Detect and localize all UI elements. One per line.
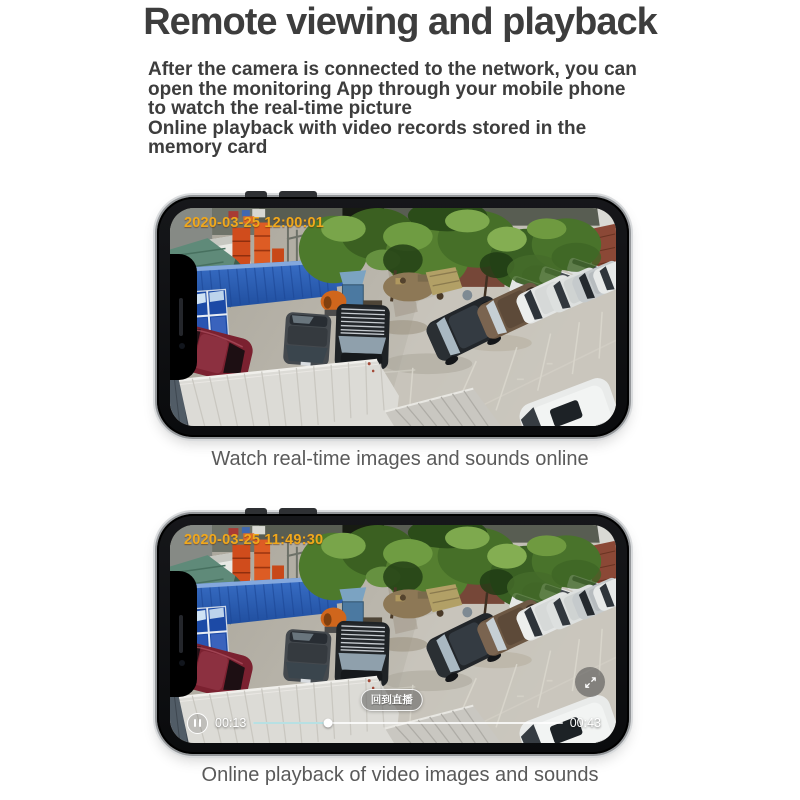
speaker-slot [179,298,183,336]
front-camera [179,343,185,349]
playback-controls [187,711,601,735]
camera-feed [170,208,616,426]
back-to-live-button[interactable]: 回到直播 [361,689,423,711]
volume-button [245,191,267,197]
timestamp-overlay: 2020-03-25 12:00:01 [184,215,325,231]
fullscreen-button[interactable] [575,667,605,697]
description-line: open the monitoring App through your mobile phone [148,78,626,100]
phone-notch [170,254,197,380]
phone-playback [157,514,629,754]
volume-button [279,191,317,197]
description-line: After the camera is connected to the network, you can [148,59,637,80]
volume-button [279,508,317,514]
speaker-slot [179,615,183,653]
description [148,60,668,158]
live-caption: Watch real-time images and sounds online [211,448,589,470]
description-line: to watch the real-time picture [148,98,412,119]
volume-button [245,508,267,514]
description-line: memory card [148,137,268,158]
phone-live [157,197,629,437]
progress-knob[interactable] [323,719,332,728]
phone-notch [170,571,197,697]
playback-screen [170,525,616,743]
page-title: Remote viewing and playback [143,1,657,43]
timestamp-overlay: 2020-03-25 11:49:30 [184,532,324,548]
pause-icon [194,719,197,727]
pause-button[interactable] [187,713,208,734]
description-line: Online playback with video records stored in the [148,117,587,139]
playback-caption: Online playback of video images and sounds [201,764,599,786]
progress-played [253,722,327,725]
elapsed-time: 00:13 [215,716,247,730]
camera-scene [170,208,616,426]
progress-bar[interactable] [253,722,562,725]
fullscreen-icon [583,675,598,690]
pause-icon [199,719,202,727]
front-camera [179,660,185,666]
duration-time: 00:43 [569,716,601,730]
live-view-screen [170,208,616,426]
